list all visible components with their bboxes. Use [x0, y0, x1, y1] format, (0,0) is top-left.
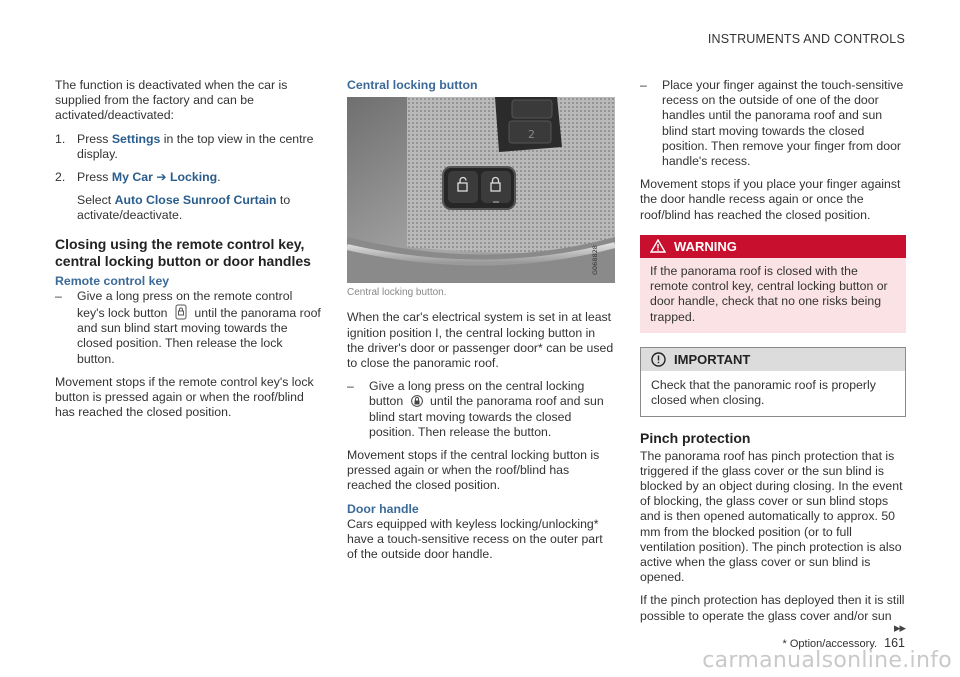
locking-link: Locking	[170, 170, 218, 185]
select-instruction: Select Auto Close Sunroof Curtain to activate/deactivate.	[77, 193, 291, 223]
paragraph: Movement stops if the central locking button is pressed again or when the roof/blind has reached the closed position.	[347, 448, 600, 493]
section-heading: Central locking button	[347, 78, 478, 92]
item-text: Place your finger against the touch-sensitive recess on the outside of one of the door handles until the panorama roof and sun blind start moving towards the closed position. Then remove your finger from door handle's recess.	[662, 78, 904, 169]
my-car-link: My Car	[111, 170, 153, 185]
dash-bullet: –	[347, 379, 354, 394]
column-middle	[347, 78, 615, 570]
section-heading: Pinch protection	[640, 430, 751, 447]
svg-text:2: 2	[528, 128, 535, 142]
warning-title: WARNING	[674, 238, 737, 254]
next-page-arrows-icon: ▸▸	[893, 620, 905, 635]
image-caption: Central locking button.	[347, 287, 447, 299]
step-1	[55, 132, 323, 162]
step-number: 1.	[55, 131, 66, 146]
central-lock-icon	[411, 394, 423, 408]
paragraph: Cars equipped with keyless locking/unlocking* have a touch-sensitive recess on the outer part of the outside door handle.	[347, 516, 603, 562]
warning-box	[640, 235, 906, 333]
section-heading: Closing using the remote control key, central locking button or door handles	[55, 235, 311, 269]
step-text: Press	[77, 170, 112, 185]
step-2	[55, 170, 323, 224]
section-title: INSTRUMENTS AND CONTROLS	[707, 32, 905, 46]
intro-text: The function is deactivated when the car is supplied from the factory and can be activated/deactivated:	[55, 78, 288, 123]
central-locking-button-photo	[347, 97, 615, 283]
warning-header	[640, 235, 906, 258]
paragraph: The panorama roof has pinch protection that is triggered if the glass cover or the sun blind is blocked by an object during closing. In the event of blocking, the glass cover or sun blind stops and is then opened automatically to approx. 50 mm from the blocked position (or to full ventilation position). The pinch protection is also active when the glass cover or sun blind is opened.	[640, 448, 903, 585]
dash-bullet: –	[640, 78, 647, 92]
dash-bullet: –	[55, 288, 62, 303]
paragraph: If the pinch protection has deployed then it is still possible to operate the glass cover and/or sun	[640, 593, 905, 623]
column-left	[55, 78, 323, 428]
important-text: Check that the panoramic roof is properly closed when closing.	[651, 378, 876, 408]
paragraph: Movement stops if the remote control key's lock button is pressed again or when the roof/blind has reached the closed position.	[55, 374, 314, 420]
step-number: 2.	[55, 170, 66, 185]
watermark: carmanualsonline.info	[702, 648, 952, 673]
item-text: Give a long press on the remote control key's lock button	[77, 288, 293, 321]
item-text: until the panorama roof and sun blind start moving towards the closed position. Then release the lock button.	[77, 306, 321, 366]
subsection-heading: Door handle	[347, 501, 419, 516]
step-text: in the top view in the centre display.	[77, 131, 314, 161]
item-text: Give a long press on the central locking button	[369, 379, 585, 409]
warning-triangle-icon	[650, 239, 666, 253]
subsection-heading: Remote control key	[55, 273, 170, 288]
auto-close-link: Auto Close Sunroof Curtain	[114, 193, 277, 208]
list-item	[347, 379, 615, 440]
important-box	[640, 347, 906, 418]
settings-link: Settings	[111, 131, 161, 146]
important-title: IMPORTANT	[674, 351, 751, 367]
page-number: 161	[884, 636, 905, 650]
image-code: G068828	[591, 245, 599, 276]
arrow-right-icon: ➔	[152, 170, 171, 185]
paragraph: Movement stops if you place your finger against the door handle recess again or once the roof/blind has reached the closed position.	[640, 177, 901, 222]
list-item	[55, 289, 323, 367]
step-text: Press	[77, 131, 112, 146]
item-text: until the panorama roof and sun blind start moving towards the closed position. Then release the button.	[369, 394, 604, 439]
paragraph: When the car's electrical system is set in at least ignition position I, the central locking button in the driver's door or passenger door* can be used to close the panoramic roof.	[347, 310, 614, 371]
warning-text: If the panorama roof is closed with the remote control key, central locking button or door handle, check that no one risks being trapped.	[640, 258, 906, 333]
list-item	[640, 78, 906, 169]
important-header	[641, 348, 905, 371]
step-text: .	[217, 170, 221, 185]
important-exclamation-icon	[651, 352, 666, 367]
key-lock-icon	[175, 304, 187, 320]
column-right	[640, 78, 906, 632]
option-note: * Option/accessory.	[782, 638, 878, 650]
